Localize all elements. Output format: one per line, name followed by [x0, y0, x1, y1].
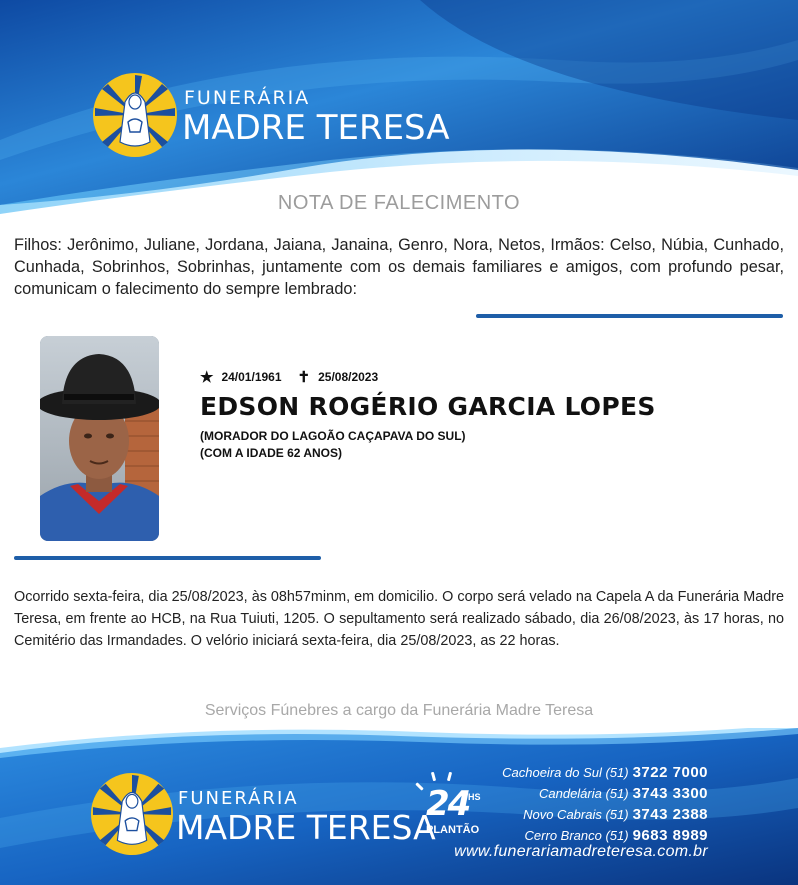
footer-brand-line-2: MADRE TERESA — [176, 808, 436, 847]
contact-city: Cerro Branco (51) — [524, 828, 629, 843]
cross-icon: ✝ — [297, 369, 311, 386]
brand-line-1: FUNERÁRIA — [184, 87, 311, 109]
contact-phone: 3743 3300 — [632, 785, 708, 802]
contact-city: Novo Cabrais (51) — [523, 807, 629, 822]
portrait-image — [40, 336, 159, 541]
life-dates — [200, 368, 378, 386]
contact-list — [502, 762, 708, 846]
deceased-residence: (MORADOR DO LAGOÃO CAÇAPAVA DO SUL) — [200, 429, 466, 443]
company-logo — [92, 72, 450, 164]
death-date: 25/08/2023 — [318, 370, 379, 384]
plantao-24h-icon — [412, 770, 488, 840]
footer-banner — [0, 728, 798, 885]
deceased-photo — [40, 336, 159, 541]
madre-teresa-logo — [90, 772, 174, 856]
star-icon: ★ — [200, 369, 214, 386]
contact-city: Cachoeira do Sul (51) — [502, 765, 629, 780]
intro-text: Filhos: Jerônimo, Juliane, Jordana, Jaiana, Janaina, Genro, Nora, Netos, Irmãos: Celso, Núbia, Cunhado, Cunhada, Sobrinhos, Sobrinhas, juntamente com os demais familiares e amigos, com profundo pesar, comunicam o falecimento do sempre lembrado: — [14, 236, 784, 298]
contact-phone: 3722 7000 — [632, 764, 708, 781]
contact-phone: 3743 2388 — [632, 806, 708, 823]
birth-date: 24/01/1961 — [221, 370, 282, 384]
contact-item — [502, 783, 708, 804]
brand-line-2: MADRE TERESA — [182, 108, 450, 148]
deceased-name: EDSON ROGÉRIO GARCIA LOPES — [200, 392, 656, 421]
footer-logo — [90, 772, 436, 862]
footer-brand-line-1: FUNERÁRIA — [178, 788, 299, 809]
services-credit: Serviços Fúnebres a cargo da Funerária Madre Teresa — [204, 702, 594, 719]
madre-teresa-logo — [92, 72, 178, 158]
header-banner — [0, 0, 798, 220]
website-link[interactable]: www.funerariamadreteresa.com.br — [454, 843, 708, 860]
notice-title: NOTA DE FALECIMENTO — [277, 192, 521, 214]
divider-left — [14, 556, 321, 560]
contact-city: Candelária (51) — [538, 786, 629, 801]
contact-item — [502, 804, 708, 825]
divider-right — [476, 314, 783, 318]
deceased-age: (COM A IDADE 62 ANOS) — [200, 446, 343, 460]
plantao-number: 24 — [426, 784, 470, 824]
contact-item — [502, 762, 708, 783]
contact-phone: 9683 8989 — [632, 827, 708, 844]
plantao-hs: HS — [468, 792, 481, 802]
plantao-label: PLANTÃO — [426, 824, 480, 836]
service-details-text: Ocorrido sexta-feira, dia 25/08/2023, às 08h57minm, em domicilio. O corpo será velado na Capela A da Funerária Madre Teresa, em frente ao HCB, na Rua Tuiuti, 1205. O sepultamento será realizado sábado, dia 26/08/2023, às 17 horas, no Cemitério das Irmandades. O velório iniciará sexta-feira, dia 25/08/2023, as 22 horas. — [14, 589, 784, 649]
